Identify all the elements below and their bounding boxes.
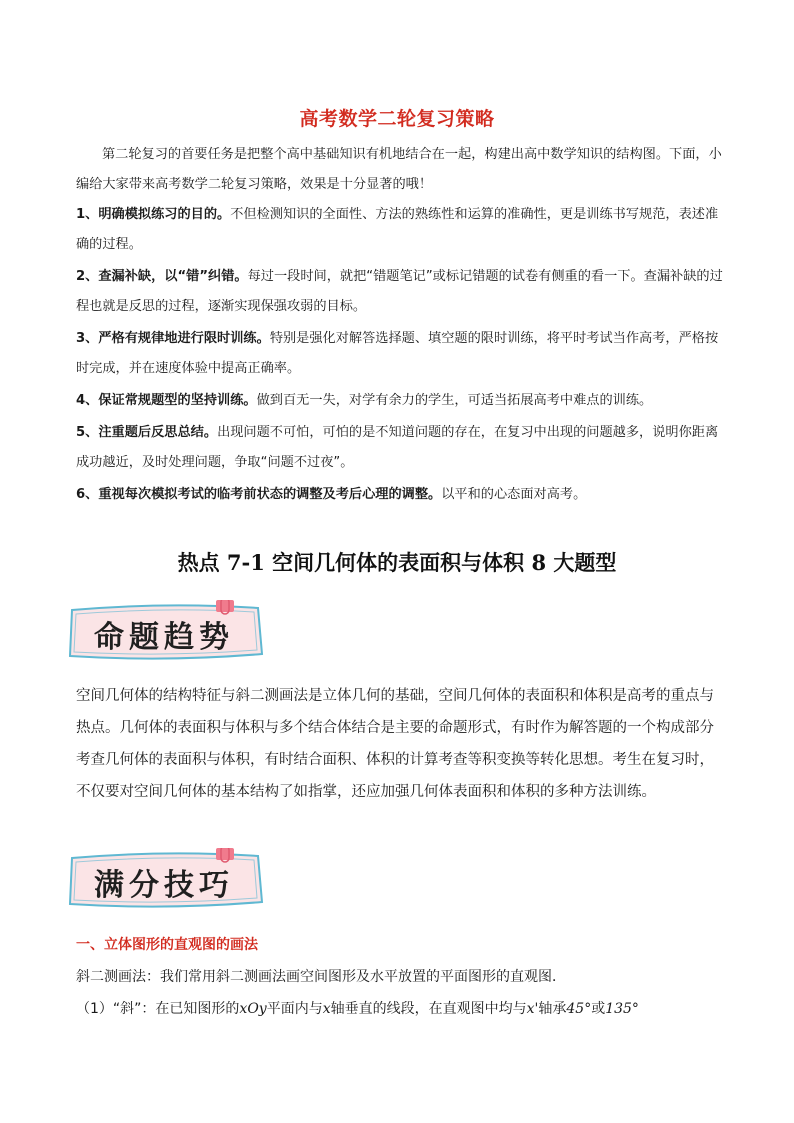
strategy-item-4-lead: 4、保证常规题型的坚持训练。 <box>76 393 257 408</box>
skills-line-2 <box>76 998 639 1018</box>
math-xoy: xOy <box>239 1001 267 1017</box>
trend-paragraph: 空间几何体的结构特征与斜二测画法是立体几何的基础，空间几何体的表面积和体积是高考的重点与热点。几何体的表面积与体积与多个结合体结合是主要的命题形式，有时作为解答题的一个构成部分考查几何体的表面积与体积，有时结合面积、体积的计算考查等积变换等转化思想。考生在复习时，不仅要对空间几何体的基本结构了如指掌，还应加强几何体表面积和体积的多种方法训练。 <box>76 688 714 800</box>
strategy-item-2-lead: 2、查漏补缺，以“错”纠错。 <box>76 269 248 284</box>
strategy-item-3-text: 特别是强化对解答选择题、填空题的限时训练，将平时考试当作高考，严格按时完成，并在速度体验中提高正确率。 <box>76 331 719 376</box>
strategy-item-2-text: 每过一段时间，就把“错题笔记”或标记错题的试卷有侧重的看一下。查漏补缺的过程也就是反思的过程，逐渐实现保强攻弱的目标。 <box>76 269 723 314</box>
strategy-item-5-lead: 5、注重题后反思总结。 <box>76 425 218 440</box>
strategy-item-6-text: 以平和的心态面对高考。 <box>441 487 587 502</box>
math-x-prime: x' <box>526 1001 539 1017</box>
skills-line-2-text-d: 轴承 <box>538 1001 567 1017</box>
strategy-item-3 <box>76 324 726 384</box>
skills-section-title: 一、立体图形的直观图的画法 <box>76 937 258 953</box>
strategy-item-4-text: 做到百无一失，对学有余力的学生，可适当拓展高考中难点的训练。 <box>256 393 653 408</box>
strategy-title: 高考数学二轮复习策略 <box>299 108 495 130</box>
strategy-item-2 <box>76 262 726 322</box>
strategy-item-5 <box>76 418 726 478</box>
skills-line-2-text-e: 或 <box>591 1001 606 1017</box>
skills-line-2-text-b: 平面内与 <box>266 1001 323 1017</box>
math-45-degrees: 45° <box>566 1001 592 1017</box>
strategy-item-1-text: 不但检测知识的全面性、方法的熟练性和运算的准确性，更是训练书写规范，表述准确的过程。 <box>76 207 719 252</box>
skills-line-2-text-a: （1）“斜”：在已知图形的 <box>76 1001 240 1017</box>
math-135-degrees: 135° <box>605 1001 639 1017</box>
trend-badge-label: 命题趋势 <box>94 620 234 655</box>
math-x: x <box>322 1001 331 1017</box>
strategy-item-5-text: 出现问题不可怕，可怕的是不知道问题的存在，在复习中出现的问题越多，说明你距离成功越近，及时处理问题，争取“问题不过夜”。 <box>76 425 719 470</box>
skills-badge-label: 满分技巧 <box>94 868 234 903</box>
strategy-item-1 <box>76 200 726 260</box>
skills-badge <box>66 848 266 910</box>
skills-line-2-text-c: 轴垂直的线段，在直观图中均与 <box>330 1001 527 1017</box>
strategy-item-3-lead: 3、严格有规律地进行限时训练。 <box>76 331 270 346</box>
strategy-item-6 <box>76 480 726 510</box>
strategy-item-4 <box>76 386 726 416</box>
skills-line-1: 斜二测画法：我们常用斜二测画法画空间图形及水平放置的平面图形的直观图． <box>76 969 566 985</box>
strategy-item-6-lead: 6、重视每次模拟考试的临考前状态的调整及考后心理的调整。 <box>76 487 442 502</box>
trend-badge <box>66 600 266 662</box>
strategy-item-1-lead: 1、明确模拟练习的目的。 <box>76 207 231 222</box>
hotspot-heading: 热点 7-1 空间几何体的表面积与体积 8 大题型 <box>177 550 617 575</box>
strategy-intro: 第二轮复习的首要任务是把整个高中基础知识有机地结合在一起，构建出高中数学知识的结构图。下面，小编给大家带来高考数学二轮复习策略，效果是十分显著的哦！ <box>76 147 722 192</box>
